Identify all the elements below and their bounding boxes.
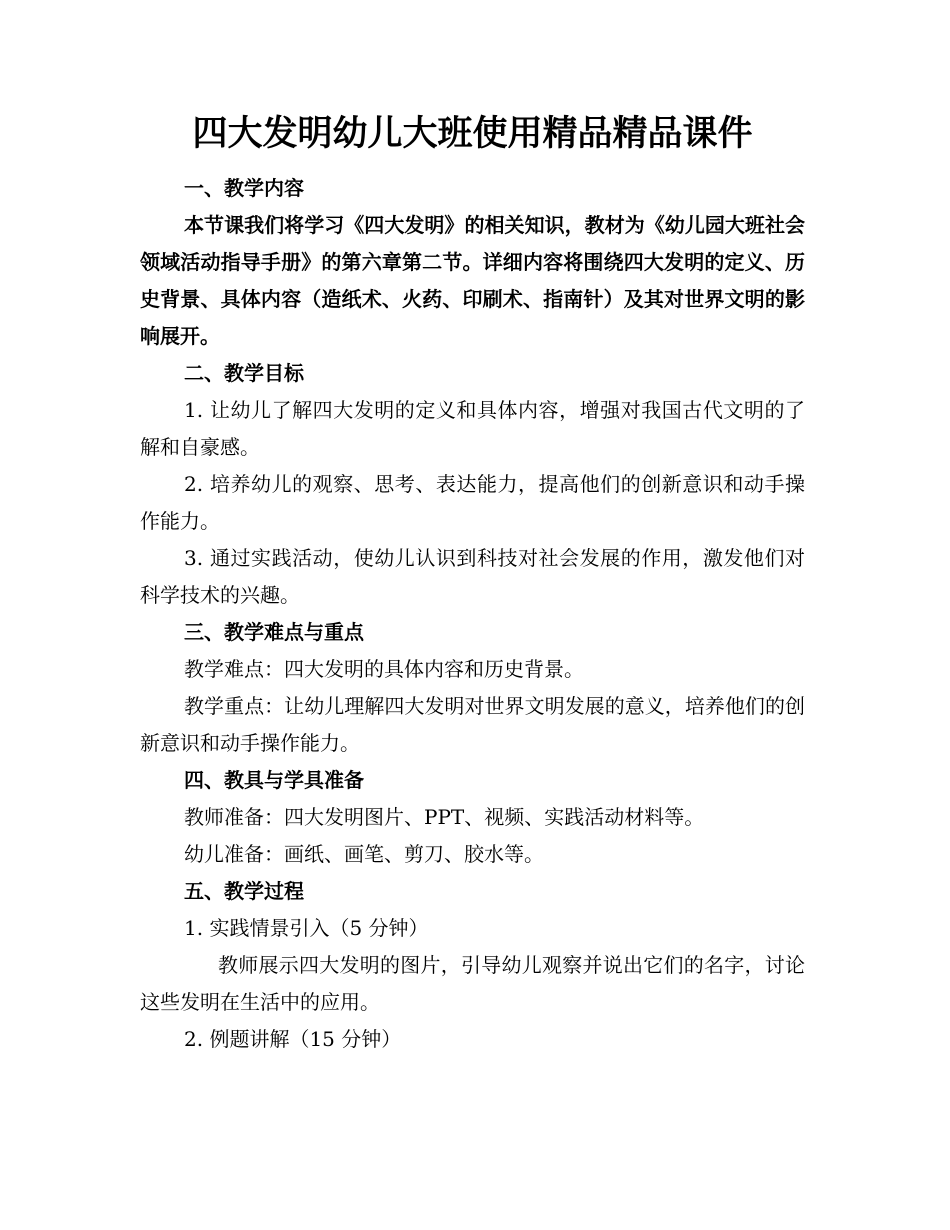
section-heading-3: 三、教学难点与重点 bbox=[184, 620, 364, 644]
process-step-1-title: 1. 实践情景引入（5 分钟） bbox=[184, 916, 429, 940]
child-preparation: 幼儿准备：画纸、画笔、剪刀、胶水等。 bbox=[184, 842, 544, 866]
section-heading-4: 四、教具与学具准备 bbox=[184, 768, 364, 792]
section-heading-2: 二、教学目标 bbox=[184, 361, 304, 385]
teacher-preparation: 教师准备：四大发明图片、PPT、视频、实践活动材料等。 bbox=[184, 805, 705, 829]
section-heading-5: 五、教学过程 bbox=[184, 879, 304, 903]
document-title: 四大发明幼儿大班使用精品精品课件 bbox=[192, 113, 753, 154]
teaching-difficulty: 教学难点：四大发明的具体内容和历史背景。 bbox=[184, 657, 584, 681]
goal-item-2: 2. 培养幼儿的观察、思考、表达能力，提高他们的创新意识和动手操作能力。 bbox=[140, 472, 805, 533]
section-heading-1: 一、教学内容 bbox=[184, 176, 304, 200]
document-page bbox=[140, 110, 805, 1058]
teaching-key-point: 教学重点：让幼儿理解四大发明对世界文明发展的意义，培养他们的创新意识和动手操作能力。 bbox=[140, 694, 805, 755]
section-1-body: 本节课我们将学习《四大发明》的相关知识，教材为《幼儿园大班社会领域活动指导手册》的第六章第二节。详细内容将围绕四大发明的定义、历史背景、具体内容（造纸术、火药、印刷术、指南针）及其对世界文明的影响展开。 bbox=[140, 213, 805, 348]
goal-item-3: 3. 通过实践活动，使幼儿认识到科技对社会发展的作用，激发他们对科学技术的兴趣。 bbox=[140, 546, 805, 607]
process-step-1-body: 教师展示四大发明的图片，引导幼儿观察并说出它们的名字，讨论这些发明在生活中的应用。 bbox=[140, 953, 805, 1014]
goal-item-1: 1. 让幼儿了解四大发明的定义和具体内容，增强对我国古代文明的了解和自豪感。 bbox=[140, 398, 805, 459]
process-step-2-title: 2. 例题讲解（15 分钟） bbox=[184, 1027, 402, 1051]
